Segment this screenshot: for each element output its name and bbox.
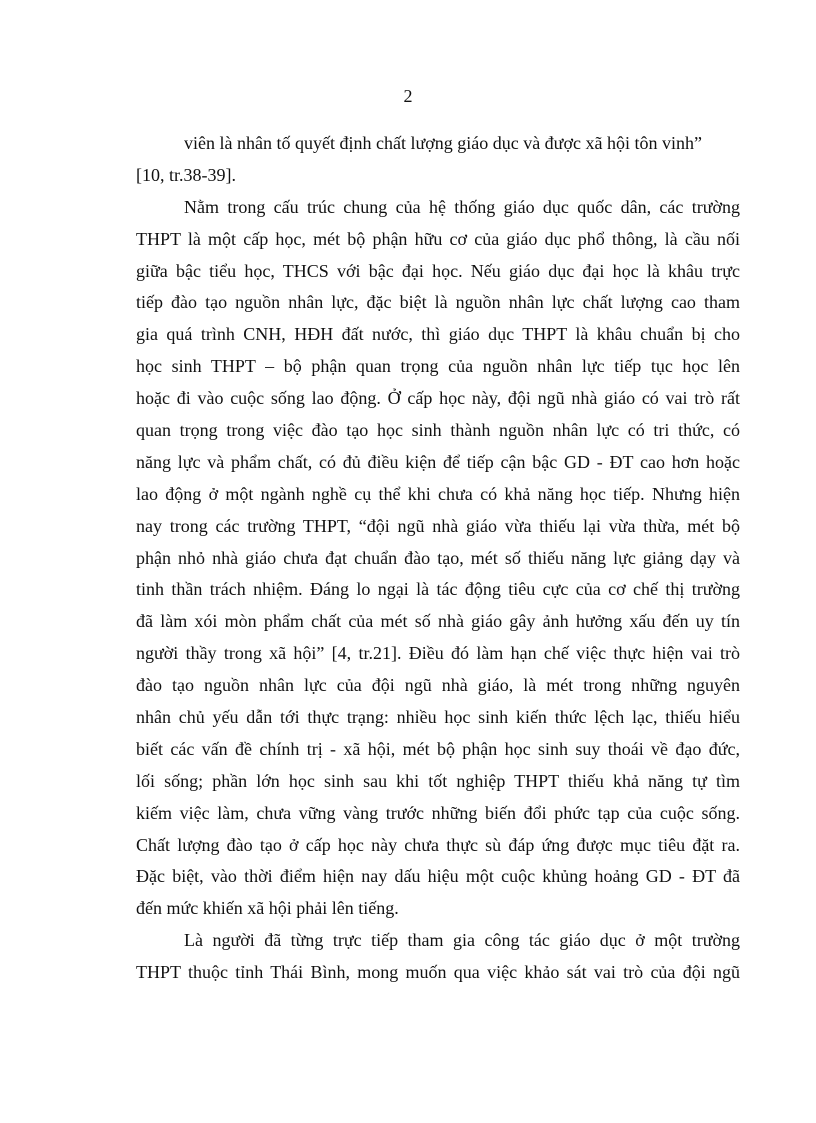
text-line: nhân chủ yếu dẫn tới thực trạng: nhiều học sinh kiến thức lệch lạc, thiếu hiểu bbox=[136, 707, 740, 728]
text-line: quan trọng trong việc đào tạo học sinh thành nguồn nhân lực có tri thức, có bbox=[136, 420, 740, 441]
text-line: hoặc đi vào cuộc sống lao động. Ở cấp học này, đội ngũ nhà giáo có vai trò rất bbox=[136, 388, 740, 409]
text-line: kiếm việc làm, chưa vững vàng trước những biến đổi phức tạp của cuộc sống. bbox=[136, 802, 740, 823]
text-line: Đặc biệt, vào thời điểm hiện nay dấu hiệu một cuộc khủng hoảng GD - ĐT đã bbox=[136, 866, 740, 887]
text-line: phận nhỏ nhà giáo chưa đạt chuẩn đào tạo, mét số thiếu năng lực giảng dạy và bbox=[136, 547, 740, 568]
text-line: đào tạo nguồn nhân lực của đội ngũ nhà giáo, là mét trong những nguyên bbox=[136, 675, 740, 696]
text-line: tiếp đào tạo nguồn nhân lực, đặc biệt là nguồn nhân lực chất lượng cao tham bbox=[136, 292, 740, 313]
text-line: Chất lượng đào tạo ở cấp học này chưa thực sù đáp ứng được mục tiêu đặt ra. bbox=[136, 834, 740, 855]
text-line: viên là nhân tố quyết định chất lượng giáo dục và được xã hội tôn vinh” bbox=[184, 133, 702, 153]
text-line: năng lực và phẩm chất, có đủ điều kiện để tiếp cận bậc GD - ĐT cao hơn hoặc bbox=[136, 451, 740, 472]
body-text bbox=[136, 128, 740, 989]
text-line: đến mức khiến xã hội phải lên tiếng. bbox=[136, 898, 399, 919]
text-line: THPT thuộc tỉnh Thái Bình, mong muốn qua việc khảo sát vai trò của đội ngũ bbox=[136, 962, 740, 983]
text-line: Nằm trong cấu trúc chung của hệ thống giáo dục quốc dân, các trường bbox=[184, 196, 740, 217]
text-line: đã làm xói mòn phẩm chất của mét số nhà giáo gây ảnh hưởng xấu đến uy tín bbox=[136, 611, 740, 632]
text-line: lao động ở một ngành nghề cụ thể khi chưa có khả năng học tiếp. Nhưng hiện bbox=[136, 483, 740, 504]
text-line: biết các vấn đề chính trị - xã hội, mét bộ phận học sinh suy thoái về đạo đức, bbox=[136, 738, 740, 759]
text-line: Là người đã từng trực tiếp tham gia công tác giáo dục ở một trường bbox=[184, 930, 740, 951]
text-line: THPT là một cấp học, mét bộ phận hữu cơ của giáo dục phổ thông, là cầu nối bbox=[136, 228, 740, 249]
text-line: [10, tr.38-39]. bbox=[136, 164, 236, 185]
page-number: 2 bbox=[403, 86, 413, 106]
text-line: giữa bậc tiểu học, THCS với bậc đại học. Nếu giáo dục đại học là khâu trực bbox=[136, 260, 740, 281]
text-line: lối sống; phần lớn học sinh sau khi tốt nghiệp THPT thiếu khả năng tự tìm bbox=[136, 770, 740, 791]
text-line: nay trong các trường THPT, “đội ngũ nhà giáo vừa thiếu lại vừa thừa, mét bộ bbox=[136, 515, 740, 536]
text-line: học sinh THPT – bộ phận quan trọng của nguồn nhân lực tiếp tục học lên bbox=[136, 356, 740, 377]
text-line: tinh thần trách nhiệm. Đáng lo ngại là tác động tiêu cực của cơ chế thị trường bbox=[136, 579, 740, 600]
text-line: gia quá trình CNH, HĐH đất nước, thì giáo dục THPT là khâu chuẩn bị cho bbox=[136, 324, 740, 345]
text-line: người thầy trong xã hội” [4, tr.21]. Điều đó làm hạn chế việc thực hiện vai trò bbox=[136, 643, 740, 664]
